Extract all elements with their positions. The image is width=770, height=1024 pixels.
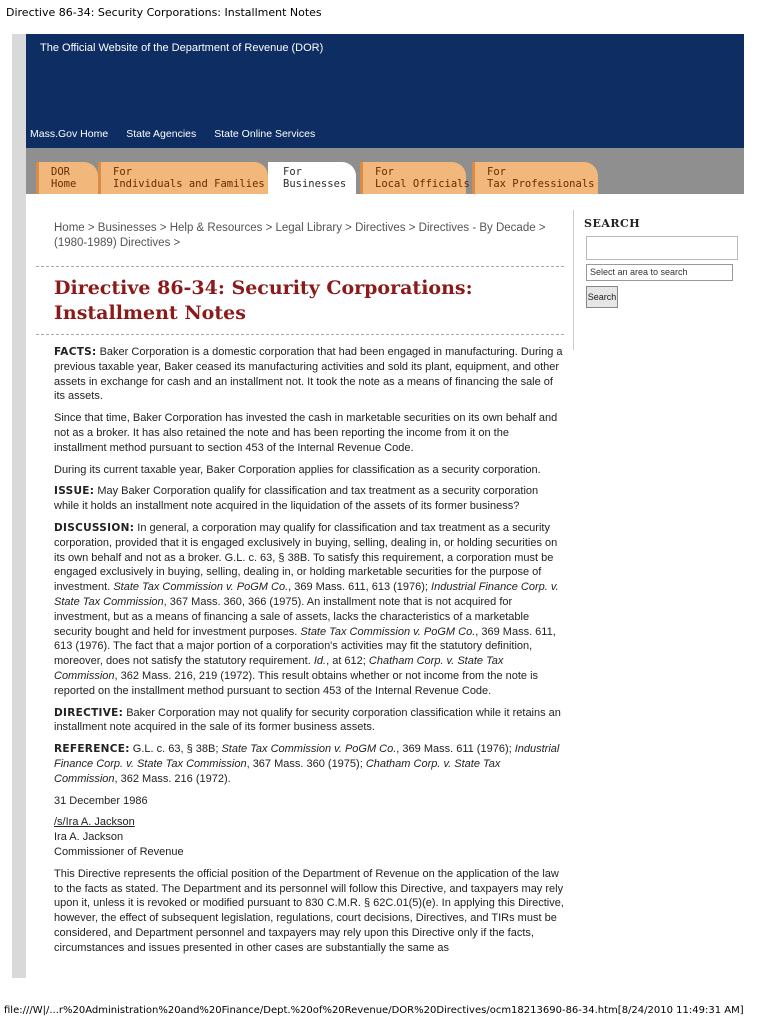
tab-label-line1: For [113,166,132,178]
reference-text: , 367 Mass. 360 (1975); [246,757,366,770]
discussion-text: , 369 Mass. 611, 613 (1976). The fact that a major portion of a corporation's activities may fit the statutory definition, moreover, does not satisfy the statutory requirement. [54,625,556,668]
directive-label: DIRECTIVE: [54,706,124,719]
tab-label-line1: For [283,166,302,178]
signature: /s/Ira A. Jackson [54,816,135,829]
discussion-text: In general, a corporation may qualify for classification and tax treatment as a security corporation, provided that it is engaged exclusively in buying, selling, dealing in, or holding securities on its own behalf and not as a broker. G.L. c. 63, § 38B. To satisfy this requirement, a corporation must be engaged exclusively in buying, selling, dealing in, or holding marketable securities for the purpose of investment. [54,521,558,594]
print-page-title: Directive 86-34: Security Corporations: Installment Notes [6,6,322,19]
mass-gov-home-link[interactable]: Mass.Gov Home [30,128,109,140]
tab-label-line2: Home [51,178,77,190]
discussion-text: , 362 Mass. 216, 219 (1972). This result obtains whether or not income from the note is reported on the installment method pursuant to section 453 of the Internal Revenue Code. [54,669,539,697]
divider [36,334,564,335]
page-title [54,276,554,326]
directive-paragraph [54,706,564,736]
discussion-paragraph [54,521,564,699]
breadcrumb-line-1[interactable]: Home > Businesses > Help & Resources > Legal Library > Directives > Directives - By Decade > [54,222,546,234]
signer-title: Commissioner of Revenue [54,845,184,858]
tab-tax-professionals[interactable] [472,162,598,194]
breadcrumb[interactable] [54,221,554,251]
tab-label-line1: For [375,166,394,178]
discussion-text: , 367 Mass. 360, 366 (1975). An installment note that is not acquired for investment, but as a means of financing a sale of assets, lacks the characteristics of a marketable security bought and held for investment purposes. [54,595,530,638]
case-citation: Id. [313,655,327,668]
case-citation: Chatham Corp. v. State Tax Commission [54,655,504,682]
issue-paragraph [54,484,564,514]
breadcrumb-line-2[interactable]: (1980-1989) Directives > [54,237,181,249]
reference-paragraph [54,742,564,786]
reference-text: , 362 Mass. 216 (1972). [114,772,231,785]
directive-body [54,345,564,962]
discussion-text: , at 612; [326,655,369,668]
case-citation: Industrial Finance Corp. v. State Tax Commission [54,743,560,770]
facts-paragraph-3: During its current taxable year, Baker Corporation applies for classification as a security corporation. [54,463,541,476]
reference-text: , 369 Mass. 611 (1976); [396,743,515,756]
case-citation: State Tax Commission v. PoGM Co. [113,581,289,594]
signature-block [54,815,564,859]
issue-label: ISSUE: [54,485,95,498]
facts-text: Baker Corporation is a domestic corporation that had been engaged in manufacturing. During a previous taxable year, Baker ceased its manufacturing activities and sold its plant, equipment, and other assets in exchange for cash and an installment not. It took the note as a means of financing the sale of its assets. [54,346,563,403]
signer-name: Ira A. Jackson [54,831,124,844]
tab-local-officials[interactable] [360,162,470,194]
tab-label-line2: Local Officials [375,178,470,190]
tab-individuals-families[interactable] [98,162,268,194]
facts-paragraph-2: Since that time, Baker Corporation has invested the cash in marketable securities on its own behalf and not as a broker. It has also retained the note and has been reporting the income from it on the installment method pursuant to section 453 of the Internal Revenue Code. [54,412,558,454]
page-title-line-2: Installment Notes [54,302,246,324]
sidebar-divider [573,210,574,350]
tab-businesses[interactable] [268,162,356,196]
tab-label-line1: DOR [51,166,70,178]
facts-paragraph [54,345,564,404]
state-agencies-link[interactable]: State Agencies [126,128,197,140]
case-citation: State Tax Commission v. PoGM Co. [221,743,397,756]
tab-label-line1: For [487,166,506,178]
top-nav [30,128,315,140]
case-citation: State Tax Commission v. PoGM Co. [300,625,476,638]
search-area-select[interactable]: Select an area to search [586,264,733,281]
directive-date: 31 December 1986 [54,794,148,807]
discussion-text: , 369 Mass. 611, 613 (1976); [288,581,432,594]
tab-label-line2: Tax Professionals [487,178,595,190]
facts-label: FACTS: [54,346,97,358]
issue-text: May Baker Corporation qualify for classification and tax treatment as a security corporation while it holds an installment note acquired in the liquidation of the assets of its former business? [54,485,539,513]
closing-paragraph: This Directive represents the official position of the Department of Revenue on the application of the law to the facts as stated. The Department and its personnel will follow this Directive, and taxpayers may rely upon it, unless it is revoked or modified pursuant to 830 C.M.R. § 62C.01(5)(e). In applying this Directive, however, the effect of subsequent legislation, regulations, court decisions, Directives, and TIRs must be considered, and Department personnel and taxpayers may rely upon this Directive only if the facts, circumstances and issues presented in other cases are substantially the same as [54,867,564,954]
tab-label-line2: Businesses [283,178,347,190]
reference-text: G.L. c. 63, § 38B; [129,743,222,756]
audience-tab-bar [26,148,744,194]
site-banner [26,34,744,148]
tab-label-line2: Individuals and Families [113,178,265,190]
search-button[interactable]: Search [586,286,618,308]
site-title: The Official Website of the Department of Revenue (DOR) [40,42,324,54]
discussion-label: DISCUSSION: [54,521,135,534]
case-citation: Industrial Finance Corp. v. State Tax Commission [54,581,559,608]
tab-dor-home[interactable] [36,162,98,194]
reference-label: REFERENCE: [54,743,130,756]
case-citation: Chatham Corp. v. State Tax Commission [54,757,501,785]
print-footer-url: file:///W|/...r%20Administration%20and%20Finance/Dept.%20of%20Revenue/DOR%20Directives/ocm18213690-86-34.htm[8/24/2010 11:49:31 AM] [4,1005,744,1016]
search-input[interactable] [586,236,738,260]
page-title-line-1: Directive 86-34: Security Corporations: [54,277,473,299]
search-heading: SEARCH [584,217,641,230]
state-online-services-link[interactable]: State Online Services [214,128,316,140]
directive-text: Baker Corporation may not qualify for security corporation classification while it retains an installment note acquired in the sale of its former business assets. [54,706,561,734]
divider [36,266,564,267]
